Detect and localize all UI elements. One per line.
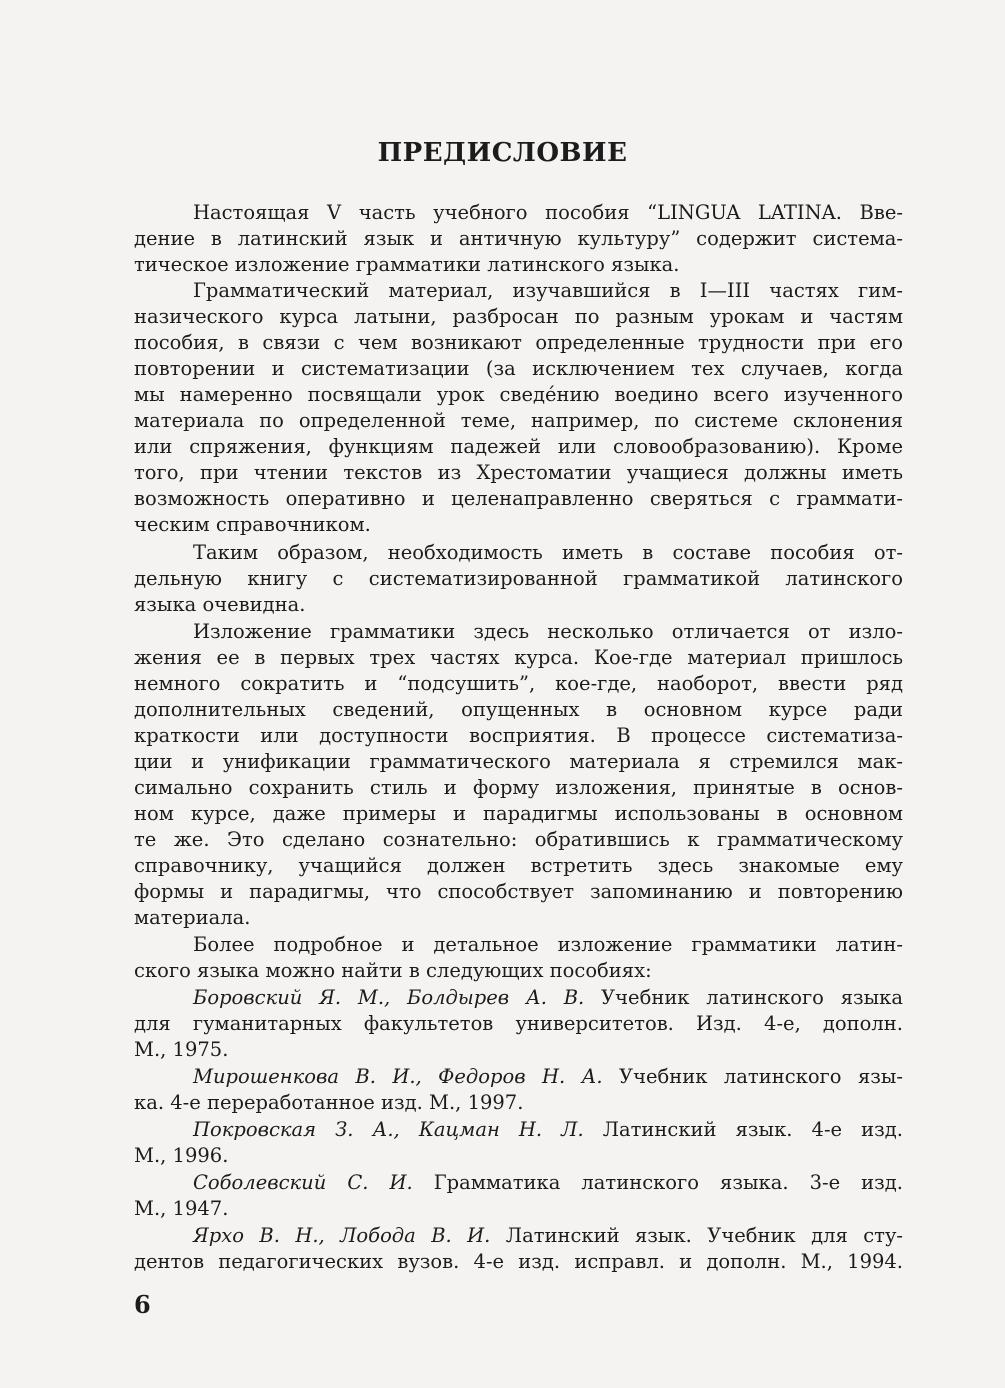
- text-line: пособия, в связи с чем возникают определенные трудности при его: [134, 331, 903, 354]
- text-line: тическое изложение грамматики латинского языка.: [134, 253, 680, 276]
- reference-line: Ярхо В. Н., Лобода В. И. Латинский язык. Учебник для сту-: [193, 1224, 904, 1247]
- text-line: возможность оперативно и целенаправленно сверяться с граммати-: [134, 487, 903, 510]
- reference-authors: Покровская З. А., Кацман Н. Л.: [193, 1118, 584, 1141]
- reference-line: Боровский Я. М., Болдырев А. В. Учебник латинского языка: [193, 986, 903, 1009]
- text-line: Более подробное и детальное изложение грамматики латин-: [193, 933, 903, 956]
- text-line: симально сохранить стиль и форму изложения, принятые в основ-: [134, 776, 903, 799]
- text-line: Настоящая V часть учебного пособия “LINGUA LATINA. Вве-: [193, 201, 903, 224]
- text-line: Грамматический материал, изучавшийся в I—III частях гим-: [193, 279, 903, 302]
- text-line: краткости или доступности восприятия. В процессе систематиза-: [134, 724, 903, 747]
- reference-line: Покровская З. А., Кацман Н. Л. Латинский язык. 4-е изд.: [193, 1118, 903, 1141]
- text-line: для гуманитарных факультетов университетов. Изд. 4-е, дополн.: [134, 1012, 903, 1035]
- text-line: языка очевидна.: [134, 593, 306, 616]
- text-line: материала.: [134, 906, 251, 929]
- text-line: М., 1975.: [134, 1038, 229, 1061]
- page-number: 6: [134, 1290, 151, 1319]
- text-line: мы намеренно посвящали урок сведе́нию воедино всего изученного: [134, 383, 903, 406]
- text-line: ка. 4-е переработанное изд. М., 1997.: [134, 1091, 524, 1114]
- text-line: Таким образом, необходимость иметь в составе пособия от-: [193, 541, 903, 564]
- text-line: повторении и систематизации (за исключением тех случаев, когда: [134, 357, 903, 380]
- text-line: дельную книгу с систематизированной грамматикой латинского: [134, 567, 903, 590]
- text-line: дентов педагогических вузов. 4-е изд. исправл. и дополн. М., 1994.: [134, 1250, 903, 1273]
- text-line: справочнику, учащийся должен встретить здесь знакомые ему: [134, 854, 903, 877]
- text-line: немного сократить и “подсушить”, кое-где, наоборот, ввести ряд: [134, 672, 903, 695]
- text-line: дение в латинский язык и античную культуру” содержит система-: [134, 227, 903, 250]
- text-line: ции и унификации грамматического материала я стремился мак-: [134, 750, 903, 773]
- reference-authors: Мирошенкова В. И., Федоров Н. А.: [193, 1065, 603, 1088]
- text-line: ном курсе, даже примеры и парадигмы использованы в основном: [134, 802, 903, 825]
- reference-authors: Ярхо В. Н., Лобода В. И.: [193, 1224, 491, 1247]
- reference-line: Мирошенкова В. И., Федоров Н. А. Учебник латинского язы-: [193, 1065, 903, 1088]
- reference-authors: Боровский Я. М., Болдырев А. В.: [193, 986, 585, 1009]
- page-title: ПРЕДИСЛОВИЕ: [377, 138, 628, 168]
- text-line: М., 1947.: [134, 1197, 229, 1220]
- text-line: дополнительных сведений, опущенных в основном курсе ради: [134, 698, 903, 721]
- text-line: ского языка можно найти в следующих пособиях:: [134, 959, 652, 982]
- text-line: ческим справочником.: [134, 513, 371, 536]
- text-line: жения ее в первых трех частях курса. Кое-где материал пришлось: [134, 646, 903, 669]
- text-line: того, при чтении текстов из Хрестоматии учащиеся должны иметь: [134, 461, 903, 484]
- text-line: материала по определенной теме, например, по системе склонения: [134, 409, 903, 432]
- text-line: назического курса латыни, разбросан по разным урокам и частям: [134, 305, 903, 328]
- reference-line: Соболевский С. И. Грамматика латинского языка. 3-е изд.: [193, 1171, 903, 1194]
- text-line: формы и парадигмы, что способствует запоминанию и повторению: [134, 880, 903, 903]
- text-line: Изложение грамматики здесь несколько отличается от изло-: [193, 620, 903, 643]
- text-line: или спряжения, функциям падежей или словообразованию). Кроме: [134, 435, 903, 458]
- text-line: те же. Это сделано сознательно: обратившись к грамматическому: [134, 828, 903, 851]
- text-line: М., 1996.: [134, 1144, 229, 1167]
- reference-authors: Соболевский С. И.: [193, 1171, 413, 1194]
